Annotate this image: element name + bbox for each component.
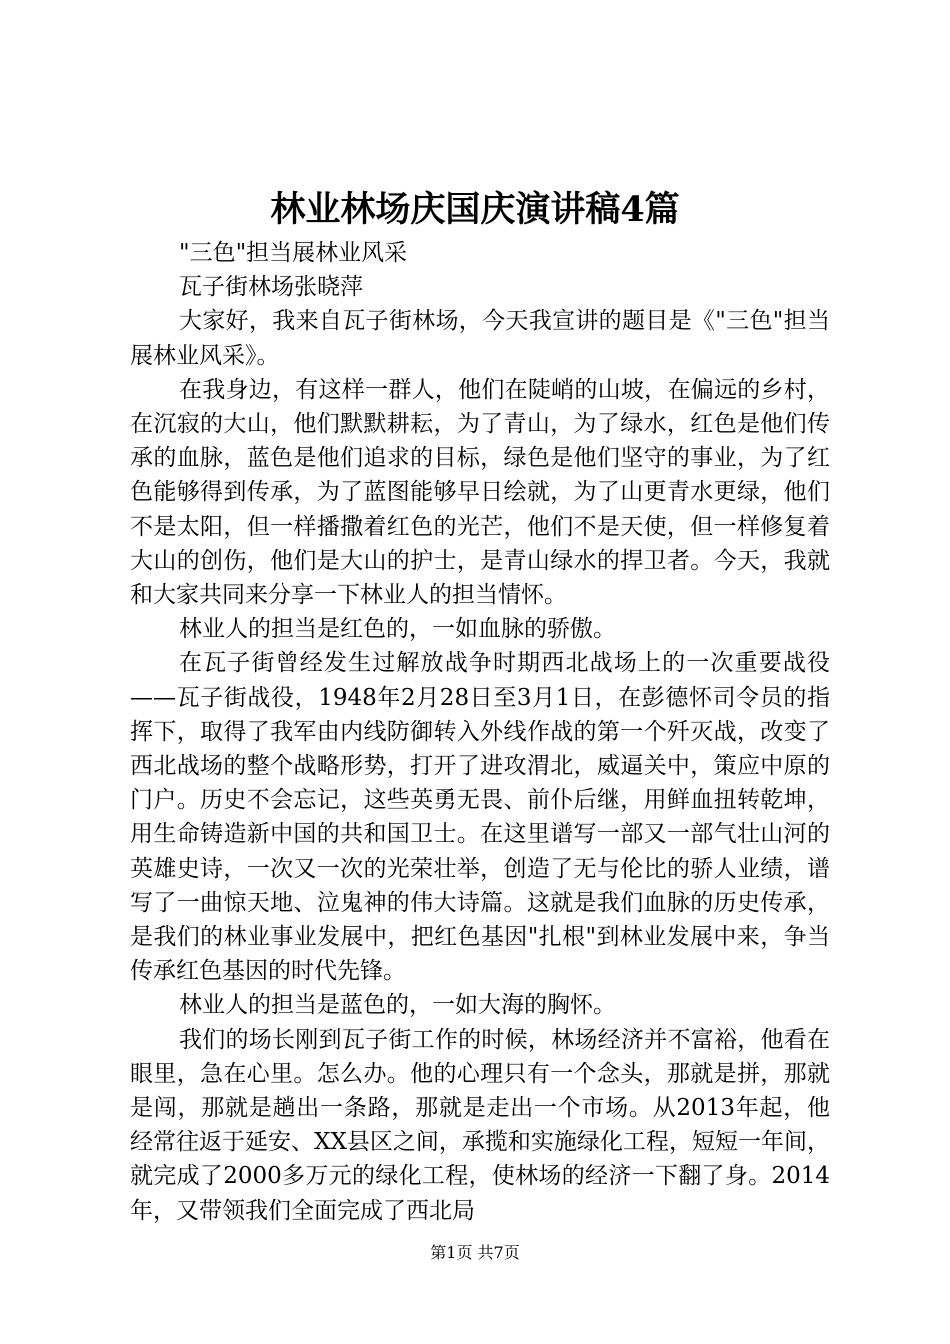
paragraph-intro: 在我身边，有这样一群人，他们在陡峭的山坡，在偏远的乡村，在沉寂的大山，他们默默耕耘，为了青山，为了绿水，红色是他们传承的血脉，蓝色是他们追求的目标，绿色是他们坚守的事业，为了红色能够得到传承，为了蓝图能够早日绘就，为了山更青水更绿，他们不是太阳，但一样播撒着红色的光芒，他们不是天使，但一样修复着大山的创伤，他们是大山的护士，是青山绿水的捍卫者。今天，我就和大家共同来分享一下林业人的担当情怀。	[130, 376, 830, 609]
paragraph-blue: 我们的场长刚到瓦子街工作的时候，林场经济并不富裕，他看在眼里，急在心里。怎么办。他的心理只有一个念头，那就是拼，那就是闯，那就是趟出一条路，那就是走出一个市场。从2013年起，他经常往返于延安、XX县区之间，承揽和实施绿化工程，短短一年间，就完成了2000多万元的绿化工程，使林场的经济一下翻了身。2014年，又带领我们全面完成了西北局	[130, 1026, 830, 1224]
document-body	[130, 236, 830, 1228]
page-number-footer: 第1页 共7页	[430, 1243, 520, 1262]
heading-blue: 林业人的担当是蓝色的，一如大海的胸怀。	[179, 992, 616, 1019]
paragraph-greeting: 大家好，我来自瓦子街林场，今天我宣讲的题目是《"三色"担当展林业风采》。	[130, 308, 830, 369]
heading-red: 林业人的担当是红色的，一如血脉的骄傲。	[179, 616, 616, 643]
paragraph-red: 在瓦子街曾经发生过解放战争时期西北战场上的一次重要战役——瓦子街战役，1948年2月28日至3月1日，在彭德怀司令员的指挥下，取得了我军由内线防御转入外线作战的第一个歼灭战，改变了西北战场的整个战略形势，打开了进攻渭北，威逼关中，策应中原的门户。历史不会忘记，这些英勇无畏、前仆后继，用鲜血扭转乾坤，用生命铸造新中国的共和国卫士。在这里谱写一部又一部气壮山河的英雄史诗，一次又一次的光荣壮举，创造了无与伦比的骄人业绩，谱写了一曲惊天地、泣鬼神的伟大诗篇。这就是我们血脉的历史传承，是我们的林业事业发展中，把红色基因"扎根"到林业发展中来，争当传承红色基因的时代先锋。	[130, 650, 830, 985]
subtitle-line: "三色"担当展林业风采	[179, 240, 408, 266]
author-line: 瓦子街林场张晓萍	[179, 274, 363, 301]
document-title: 林业林场庆国庆演讲稿4篇	[270, 189, 680, 230]
